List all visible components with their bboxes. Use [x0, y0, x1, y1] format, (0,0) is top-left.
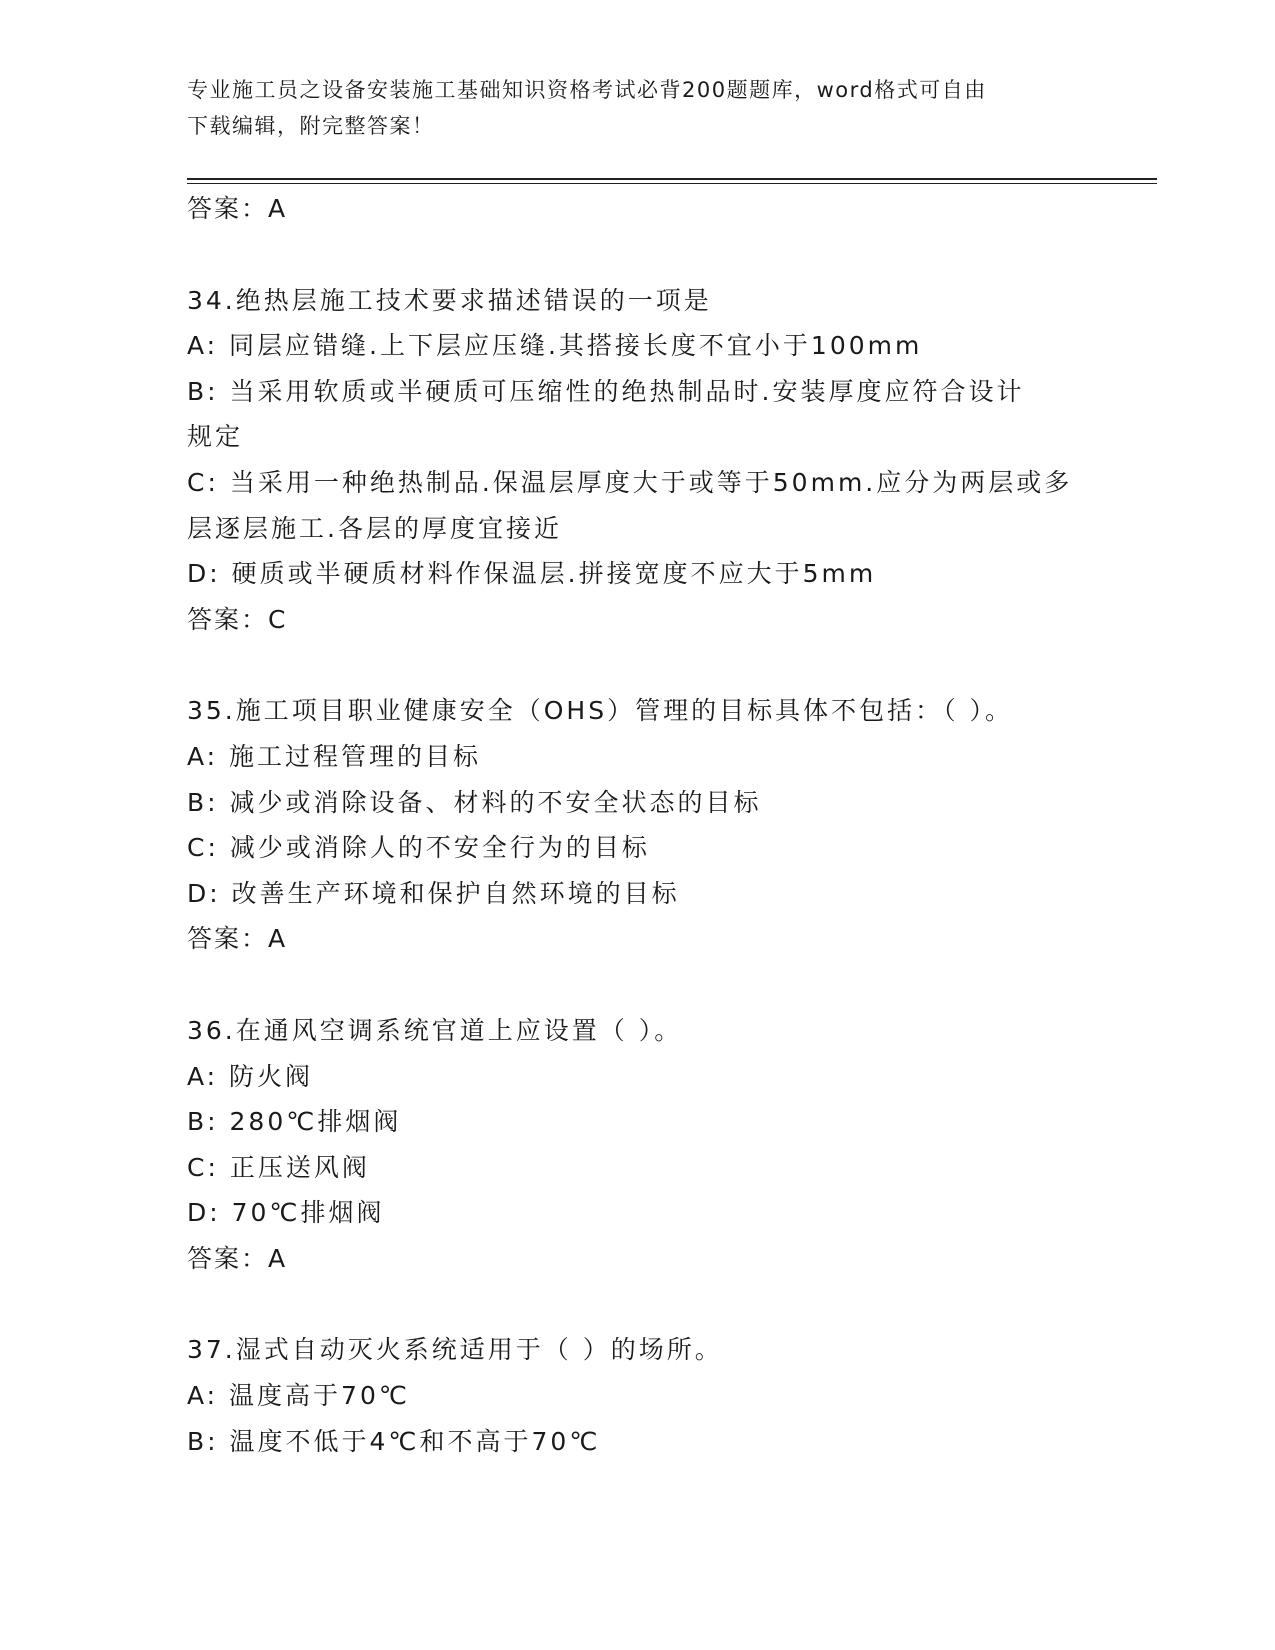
- question-text: 36.在通风空调系统官道上应设置（ ）。: [187, 1015, 683, 1045]
- option-b: B: 温度不低于4℃和不高于70℃: [187, 1426, 601, 1456]
- header-line-1: 专业施工员之设备安装施工基础知识资格考试必背200题题库，word格式可自由: [187, 78, 987, 102]
- option-a: A: 防火阀: [187, 1061, 314, 1091]
- header-line-2: 下载编辑，附完整答案！: [187, 114, 435, 138]
- question-text: 34.绝热层施工技术要求描述错误的一项是: [187, 285, 712, 315]
- answer: 答案：A: [187, 1243, 288, 1273]
- option-a: A: 同层应错缝.上下层应压缝.其搭接长度不宜小于100mm: [187, 331, 923, 361]
- option-d: D: 改善生产环境和保护自然环境的目标: [187, 878, 680, 908]
- question-text: 37.湿式自动灭火系统适用于（ ）的场所。: [187, 1335, 723, 1365]
- option-b: B: 280℃排烟阀: [187, 1107, 402, 1137]
- header-rule-thick: [187, 178, 1157, 180]
- question-list: [187, 186, 1157, 1464]
- option-b: B: 当采用软质或半硬质可压缩性的绝热制品时.安装厚度应符合设计: [187, 376, 1025, 406]
- answer-previous: 答案：A: [187, 194, 288, 223]
- option-c: C: 正压送风阀: [187, 1152, 370, 1182]
- question-35: [187, 688, 1157, 962]
- answer: 答案：C: [187, 604, 288, 634]
- option-d: D: 70℃排烟阀: [187, 1198, 385, 1228]
- option-c: C: 当采用一种绝热制品.保温层厚度大于或等于50mm.应分为两层或多: [187, 467, 1073, 497]
- option-a: A: 施工过程管理的目标: [187, 741, 482, 771]
- option-c-cont: 层逐层施工.各层的厚度宜接近: [187, 513, 562, 543]
- header-rule-thin: [187, 183, 1157, 184]
- answer: 答案：A: [187, 924, 288, 954]
- option-a: A: 温度高于70℃: [187, 1381, 410, 1411]
- option-d: D: 硬质或半硬质材料作保温层.拼接宽度不应大于5mm: [187, 559, 877, 589]
- option-b-cont: 规定: [187, 422, 244, 452]
- option-c: C: 减少或消除人的不安全行为的目标: [187, 833, 650, 863]
- question-text: 35.施工项目职业健康安全（OHS）管理的目标具体不包括：（ ）。: [187, 696, 1014, 726]
- option-b: B: 减少或消除设备、材料的不安全状态的目标: [187, 787, 762, 817]
- question-34: [187, 278, 1157, 643]
- page-header: [187, 72, 1087, 144]
- question-36: [187, 1008, 1157, 1282]
- question-37: [187, 1327, 1157, 1464]
